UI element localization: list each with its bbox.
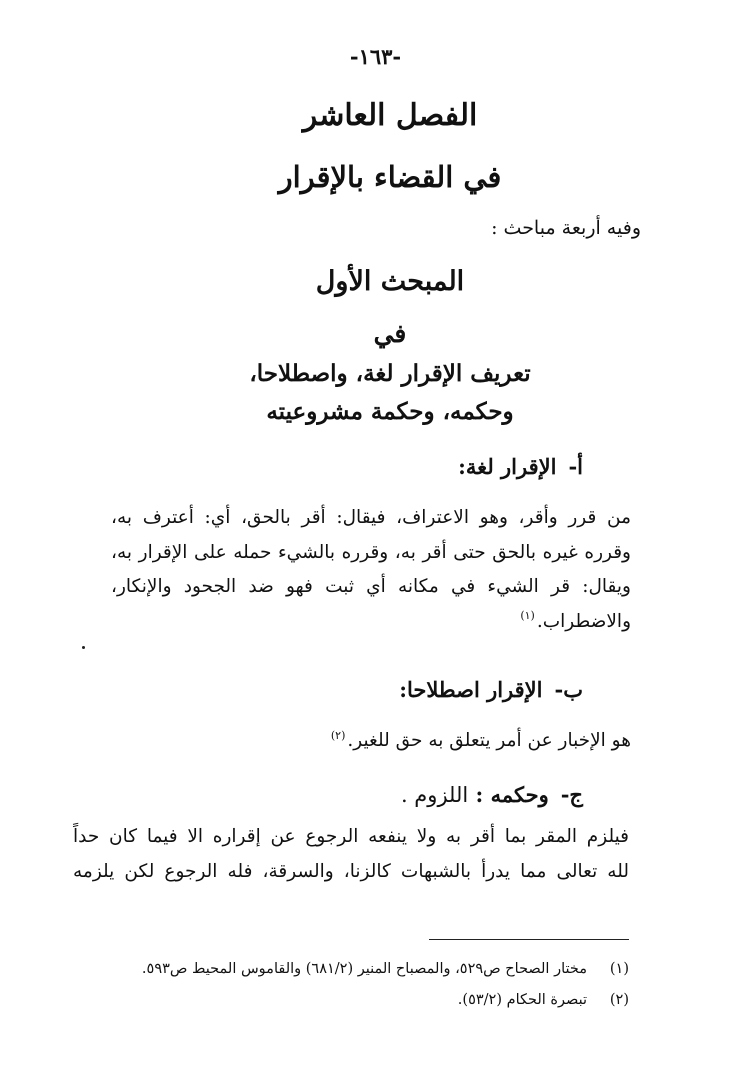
- paragraph-line: فيلزم المقر بما أقر به ولا ينفعه الرجوع عن إقراره الا فيما كان حداً: [73, 826, 629, 847]
- paragraph-line-last: [111, 605, 631, 640]
- subheading-technical-definition: [399, 677, 583, 702]
- intro-line: وفيه أربعة مباحث :: [491, 217, 641, 239]
- footnote-number: (٢): [609, 992, 629, 1008]
- chapter-title: الفصل العاشر: [302, 98, 478, 133]
- paragraph-line: وقرره غيره بالحق حتى أقر به، وقرره بالشيء حمله على الإقرار به،: [111, 541, 631, 563]
- paragraph-technical-definition: [331, 724, 631, 759]
- page-number: -١٦٣-: [349, 44, 402, 69]
- footnote-text: مختار الصحاح ص٥٢٩، والمصباح المنير (٦٨١/٢) والقاموس المحيط ص٥٩٣.: [141, 961, 587, 977]
- subheading-linguistic-definition: [458, 454, 583, 479]
- paragraph-line: لله تعالى مما يدرأ بالشبهات كالزنا، والسرقة، فله الرجوع لكن يلزمه: [73, 860, 629, 882]
- paragraph-line: ويقال: قر الشيء في مكانه أي ثبت فهو ضد الجحود والإنكار،: [111, 576, 631, 597]
- footnote-ref-2: (٢): [330, 728, 346, 742]
- subheading-ruling: [401, 782, 583, 807]
- footnote-number: (١): [609, 961, 629, 977]
- paragraph-ruling: [73, 820, 629, 889]
- footnote-divider: [429, 939, 629, 940]
- paragraph-linguistic-definition: [111, 501, 631, 639]
- stray-mark: [82, 646, 85, 649]
- chapter-subtitle: في القضاء بالإقرار: [278, 160, 502, 194]
- footnote-ref-1: (١): [520, 609, 535, 623]
- ruling-value: اللزوم .: [400, 783, 469, 807]
- paragraph-line: من قرر وأقر، وهو الاعتراف، فيقال: أقر بالحق، أي: أعترف به،: [111, 507, 631, 528]
- paragraph-line-text: والاضطراب.: [536, 610, 631, 632]
- subheading-text-a: الإقرار لغة:: [458, 454, 557, 479]
- subheading-marker-b: ب-: [554, 677, 583, 702]
- section-topic-line-2: وحكمه، وحكمة مشروعيته: [266, 398, 514, 425]
- subheading-text-b: الإقرار اصطلاحا:: [399, 677, 543, 702]
- section-title: المبحث الأول: [315, 266, 465, 297]
- section-preposition: في: [373, 319, 407, 348]
- footnote-text: تبصرة الحكام (٥٣/٢).: [457, 992, 587, 1008]
- footnotes: [109, 954, 629, 1016]
- subheading-marker-a: أ-: [568, 454, 583, 479]
- subheading-marker-c: ج-: [560, 782, 583, 807]
- paragraph-text: هو الإخبار عن أمر يتعلق به حق للغير.: [347, 730, 631, 751]
- footnote-1: [109, 954, 629, 985]
- footnote-2: [109, 985, 629, 1016]
- subheading-text-c: وحكمه :: [475, 782, 549, 807]
- section-topic-line-1: تعريف الإقرار لغة، واصطلاحا،: [249, 360, 531, 387]
